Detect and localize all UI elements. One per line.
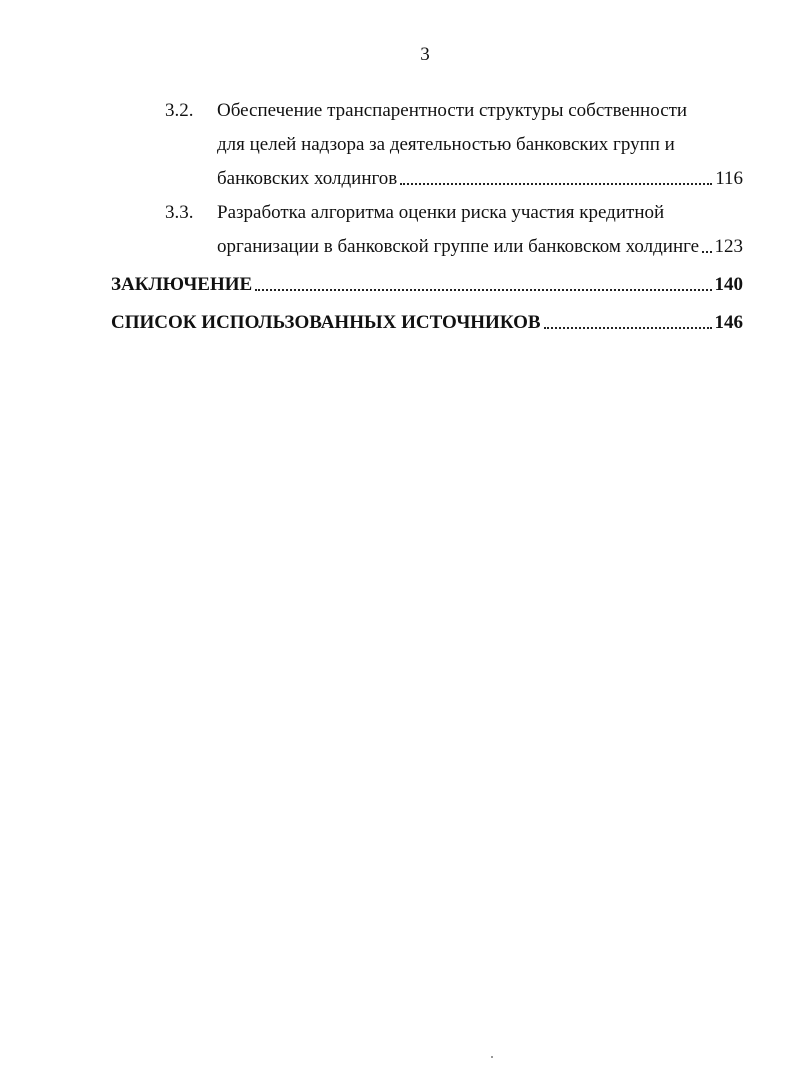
toc-section-title: СПИСОК ИСПОЛЬЗОВАННЫХ ИСТОЧНИКОВ bbox=[111, 312, 541, 333]
toc-entry-number: 3.3. bbox=[165, 202, 194, 223]
toc-page-number: 146 bbox=[714, 312, 743, 333]
scan-speck bbox=[491, 1056, 493, 1058]
toc-section-title: ЗАКЛЮЧЕНИЕ bbox=[111, 274, 253, 295]
dot-leader bbox=[400, 182, 712, 185]
toc-entry-line: для целей надзора за деятельностью банковских групп и bbox=[217, 134, 675, 155]
dot-leader bbox=[702, 250, 711, 253]
toc-entry-line: банковских холдингов bbox=[217, 168, 398, 189]
toc-entry-line: организации в банковской группе или банковском холдинге bbox=[217, 236, 700, 257]
toc-entry-line: Обеспечение транспарентности структуры собственности bbox=[217, 100, 688, 121]
toc-entry-line: Разработка алгоритма оценки риска участия кредитной bbox=[217, 202, 665, 223]
toc-entry-last-line[interactable] bbox=[217, 167, 743, 191]
toc-page-number: 140 bbox=[714, 274, 743, 295]
toc-entry-number: 3.2. bbox=[165, 100, 194, 121]
page-number: 3 bbox=[420, 44, 430, 65]
toc-section-references[interactable] bbox=[111, 311, 743, 335]
dot-leader bbox=[544, 326, 712, 329]
dot-leader bbox=[255, 288, 711, 291]
toc-page-number: 116 bbox=[715, 168, 743, 189]
toc-entry-last-line[interactable] bbox=[217, 235, 743, 259]
toc-page-number: 123 bbox=[714, 236, 743, 257]
toc-section-conclusion[interactable] bbox=[111, 273, 743, 297]
